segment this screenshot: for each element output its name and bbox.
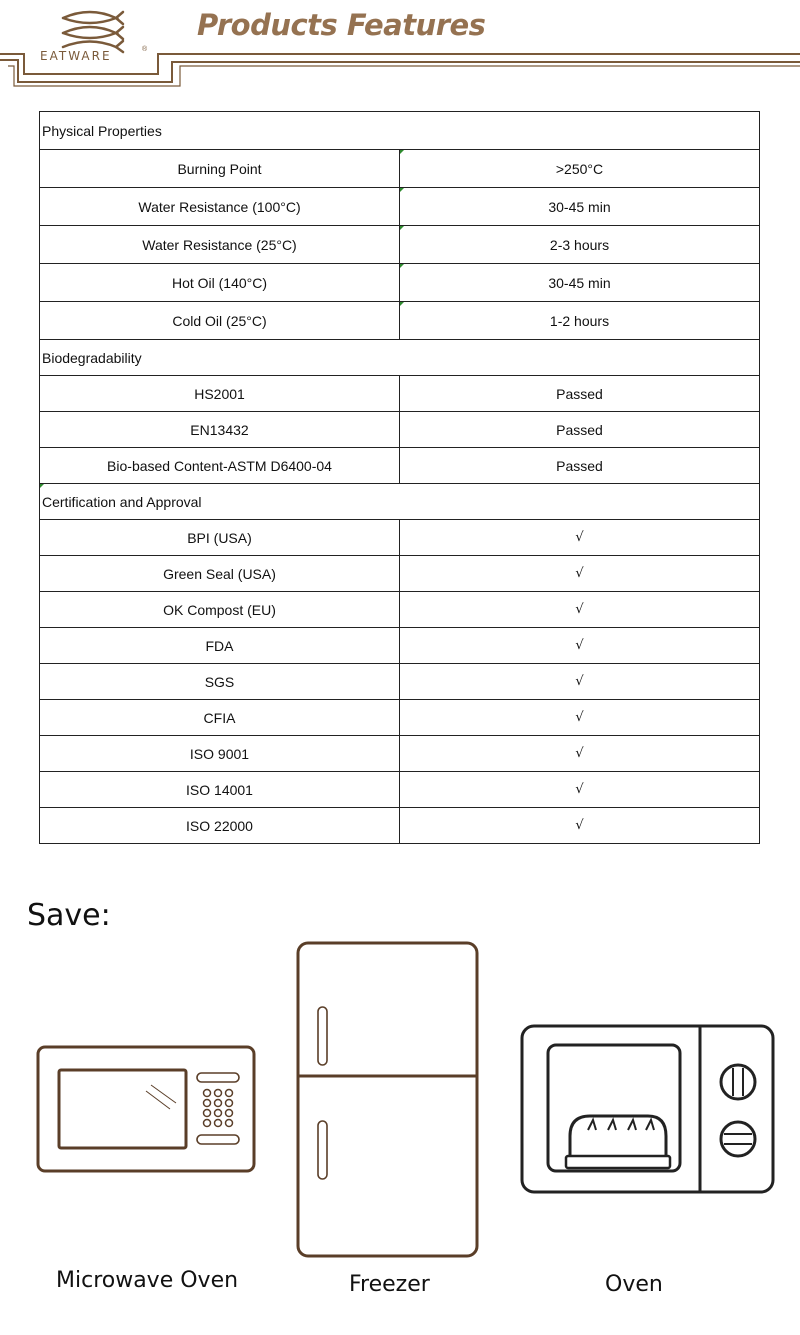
- property-label: Burning Point: [40, 150, 400, 188]
- product-features-table: [39, 111, 760, 844]
- section-row: [40, 340, 760, 376]
- checkmark-icon: √: [400, 664, 760, 700]
- property-value: 2-3 hours: [400, 226, 760, 264]
- property-label: Cold Oil (25°C): [40, 302, 400, 340]
- property-value: 30-45 min: [400, 188, 760, 226]
- checkmark-icon: √: [400, 700, 760, 736]
- property-label: Water Resistance (100°C): [40, 188, 400, 226]
- certification-label: ISO 22000: [40, 808, 400, 844]
- page-title: Products Features: [197, 8, 486, 42]
- checkmark-icon: √: [400, 628, 760, 664]
- certification-label: ISO 9001: [40, 736, 400, 772]
- oven-caption: Oven: [605, 1272, 663, 1297]
- table-row: [40, 592, 760, 628]
- property-label: HS2001: [40, 376, 400, 412]
- checkmark-icon: √: [400, 736, 760, 772]
- certification-label: SGS: [40, 664, 400, 700]
- table-row: [40, 628, 760, 664]
- checkmark-icon: √: [400, 808, 760, 844]
- certification-label: BPI (USA): [40, 520, 400, 556]
- property-value: 30-45 min: [400, 264, 760, 302]
- checkmark-icon: √: [400, 772, 760, 808]
- property-label: EN13432: [40, 412, 400, 448]
- property-value: 1-2 hours: [400, 302, 760, 340]
- property-label: Bio-based Content-ASTM D6400-04: [40, 448, 400, 484]
- brand-name: EATWARE: [40, 49, 112, 63]
- table-row: [40, 520, 760, 556]
- section-row: [40, 484, 760, 520]
- section-title-biodegradability: Biodegradability: [40, 340, 760, 376]
- registered-mark: ®: [142, 46, 148, 53]
- property-value: Passed: [400, 376, 760, 412]
- freezer-icon: [296, 941, 480, 1259]
- table-row: [40, 150, 760, 188]
- table-row: [40, 772, 760, 808]
- certification-label: ISO 14001: [40, 772, 400, 808]
- section-row: [40, 112, 760, 150]
- microwave-icon: [36, 1045, 258, 1175]
- oven-icon: [520, 1024, 776, 1196]
- certification-label: Green Seal (USA): [40, 556, 400, 592]
- table-row: [40, 736, 760, 772]
- save-heading: Save:: [27, 898, 111, 933]
- certification-label: FDA: [40, 628, 400, 664]
- table-row: [40, 376, 760, 412]
- checkmark-icon: √: [400, 592, 760, 628]
- property-value: Passed: [400, 412, 760, 448]
- table-row: [40, 556, 760, 592]
- property-value: >250°C: [400, 150, 760, 188]
- table-row: [40, 412, 760, 448]
- microwave-caption: Microwave Oven: [56, 1268, 239, 1293]
- checkmark-icon: √: [400, 556, 760, 592]
- table-row: [40, 226, 760, 264]
- table-row: [40, 188, 760, 226]
- table-row: [40, 302, 760, 340]
- page-header: [0, 0, 800, 90]
- table-row: [40, 808, 760, 844]
- property-value: Passed: [400, 448, 760, 484]
- certification-label: CFIA: [40, 700, 400, 736]
- checkmark-icon: √: [400, 520, 760, 556]
- property-label: Hot Oil (140°C): [40, 264, 400, 302]
- table-row: [40, 700, 760, 736]
- table-row: [40, 664, 760, 700]
- section-title-certification: Certification and Approval: [40, 484, 760, 520]
- certification-label: OK Compost (EU): [40, 592, 400, 628]
- freezer-caption: Freezer: [349, 1272, 430, 1297]
- section-title-physical-properties: Physical Properties: [40, 112, 760, 150]
- table-row: [40, 264, 760, 302]
- property-label: Water Resistance (25°C): [40, 226, 400, 264]
- table-row: [40, 448, 760, 484]
